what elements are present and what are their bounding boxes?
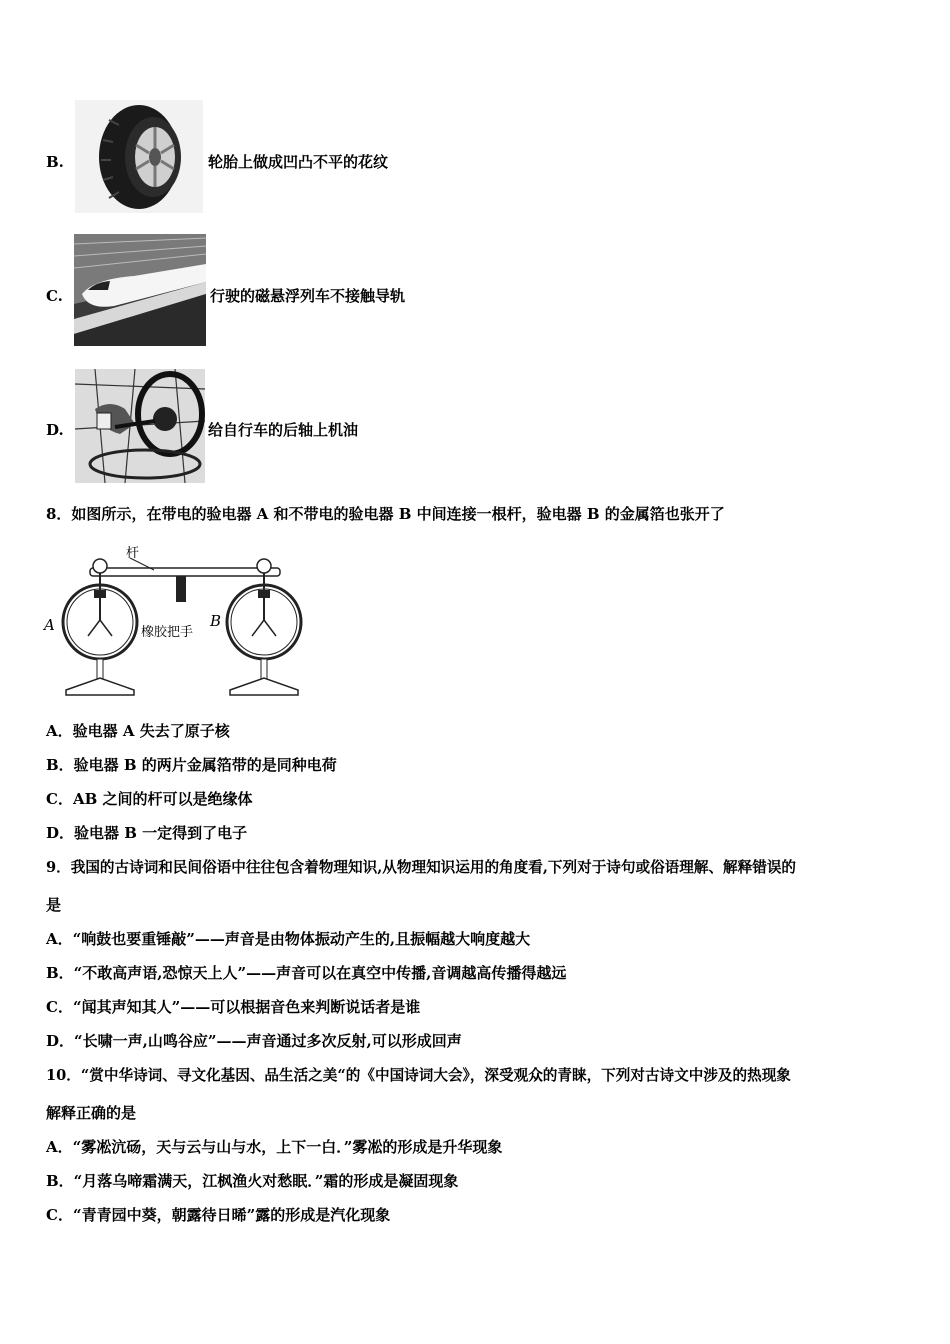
electroscope-figure [42,540,307,702]
option-b-text: 轮胎上做成凹凸不平的花纹 [208,153,389,171]
q10-option-c: C．“青青园中葵，朝露待日晞”露的形成是汽化现象 [46,1206,391,1224]
option-letter-c: C. [46,287,63,305]
label-b: B [210,612,222,630]
option-letter-b: B. [46,153,64,171]
q10-stem-line2: 解释正确的是 [46,1104,137,1122]
rod-label: 杆 [126,546,140,561]
label-a: A [44,616,55,634]
q9-option-a: A．“响鼓也要重锤敲”——声音是由物体振动产生的,且振幅越大响度越大 [46,930,531,948]
q9-option-b: B．“不敢高声语,恐惊天上人”——声音可以在真空中传播,音调越高传播得越远 [46,964,567,982]
q9-option-d: D．“长啸一声,山鸣谷应”——声音通过多次反射,可以形成回声 [46,1032,462,1050]
tire-photo [75,100,203,213]
q8-option-c: C．AB 之间的杆可以是绝缘体 [46,790,253,808]
option-c-text: 行驶的磁悬浮列车不接触导轨 [210,287,406,305]
q10-stem-line1: 10．“赏中华诗词、寻文化基因、品生活之美“的《中国诗词大会》，深受观众的青睐，下列对古诗文中涉及的热现象 [46,1067,791,1084]
handle-label: 橡胶把手 [141,625,194,640]
q8-option-a: A．验电器 A 失去了原子核 [46,722,230,740]
q8-option-b: B．验电器 B 的两片金属箔带的是同种电荷 [46,756,337,774]
maglev-train-photo [74,234,206,346]
q8-option-d: D．验电器 B 一定得到了电子 [46,824,248,842]
option-d-text: 给自行车的后轴上机油 [208,421,359,439]
bicycle-oiling-photo [75,369,205,483]
q8-stem: 8．如图所示，在带电的验电器 A 和不带电的验电器 B 中间连接一根杆，验电器 B 的金属箔也张开了 [46,505,725,523]
q10-option-b: B．“月落乌啼霜满天，江枫渔火对愁眠．”霜的形成是凝固现象 [46,1172,459,1190]
q9-stem-line1: 9．我国的古诗词和民间俗语中往往包含着物理知识,从物理知识运用的角度看,下列对于诗句或俗语理解、解释错误的 [46,859,797,876]
q9-stem-line2: 是 [46,896,62,914]
q10-option-a: A．“雾凇沆砀，天与云与山与水，上下一白．”雾凇的形成是升华现象 [46,1138,503,1156]
q9-option-c: C．“闻其声知其人”——可以根据音色来判断说话者是谁 [46,998,421,1016]
option-letter-d: D. [46,421,64,439]
